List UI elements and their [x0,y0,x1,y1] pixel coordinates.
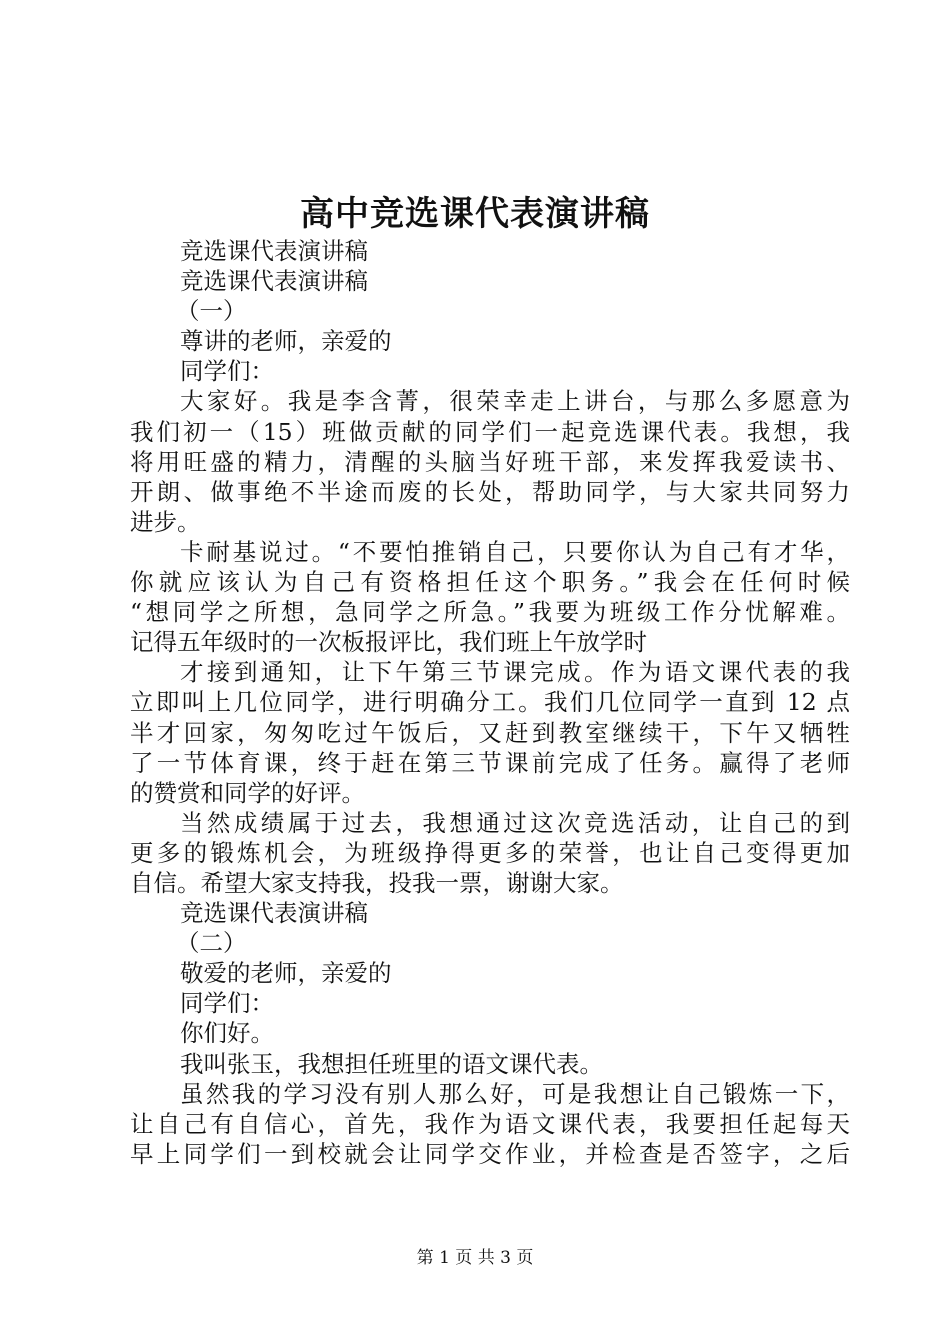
text-line: 开朗、做事绝不半途而废的长处，帮助同学，与大家共同努力 [130,477,850,506]
text-line: 半才回家，匆匆吃过午饭后，又赶到教室继续干，下午又牺牲 [130,718,850,747]
text-line: 竞选课代表演讲稿 [180,267,368,296]
text-line: 尊讲的老师，亲爱的 [180,327,392,356]
text-line: “想同学之所想，急同学之所急。”我要为班级工作分忧解难。 [130,598,850,627]
text-line: 你就应该认为自己有资格担任这个职务。”我会在任何时候 [130,568,850,597]
text-line: 我叫张玉，我想担任班里的语文课代表。 [180,1049,603,1078]
text-line: （二） [176,929,247,958]
text-line: 了一节体育课，终于赶在第三节课前完成了任务。赢得了老师 [130,748,850,777]
text-line: 当然成绩属于过去，我想通过这次竞选活动，让自己的到 [180,808,850,837]
text-line: 大家好。我是李含菁，很荣幸走上讲台，与那么多愿意为 [180,387,850,416]
text-line: 才接到通知，让下午第三节课完成。作为语文课代表的我 [180,658,850,687]
text-line: （一） [176,297,247,326]
text-line: 同学们： [180,989,274,1018]
text-line: 敬爱的老师，亲爱的 [180,959,392,988]
text-line: 同学们： [180,357,274,386]
text-line: 竞选课代表演讲稿 [180,237,368,265]
text-line: 自信。希望大家支持我，投我一票，谢谢大家。 [130,868,624,897]
text-line: 让自己有自信心，首先，我作为语文课代表，我要担任起每天 [130,1109,850,1138]
text-line: 记得五年级时的一次板报评比，我们班上午放学时 [130,628,647,657]
text-line: 早上同学们一到校就会让同学交作业，并检查是否签字，之后 [130,1139,850,1168]
text-line: 立即叫上几位同学，进行明确分工。我们几位同学一直到 12 点 [130,688,850,717]
document-body [130,236,850,1169]
text-line: 卡耐基说过。“不要怕推销自己，只要你认为自己有才华， [180,537,850,566]
text-line: 更多的锻炼机会，为班级挣得更多的荣誉，也让自己变得更加 [130,838,850,867]
text-line: 的赞赏和同学的好评。 [130,778,365,807]
document-title: 高中竞选课代表演讲稿 [300,194,650,234]
text-line: 将用旺盛的精力，清醒的头脑当好班干部，来发挥我爱读书、 [130,447,850,476]
text-line: 竞选课代表演讲稿 [180,899,368,928]
text-line: 虽然我的学习没有别人那么好，可是我想让自己锻炼一下， [180,1079,850,1108]
text-line: 我们初一（15）班做贡献的同学们一起竞选课代表。我想，我 [130,417,850,446]
text-line: 你们好。 [180,1019,274,1048]
page-footer: 第 1 页 共 3 页 [416,1248,534,1268]
text-line: 进步。 [130,507,201,536]
